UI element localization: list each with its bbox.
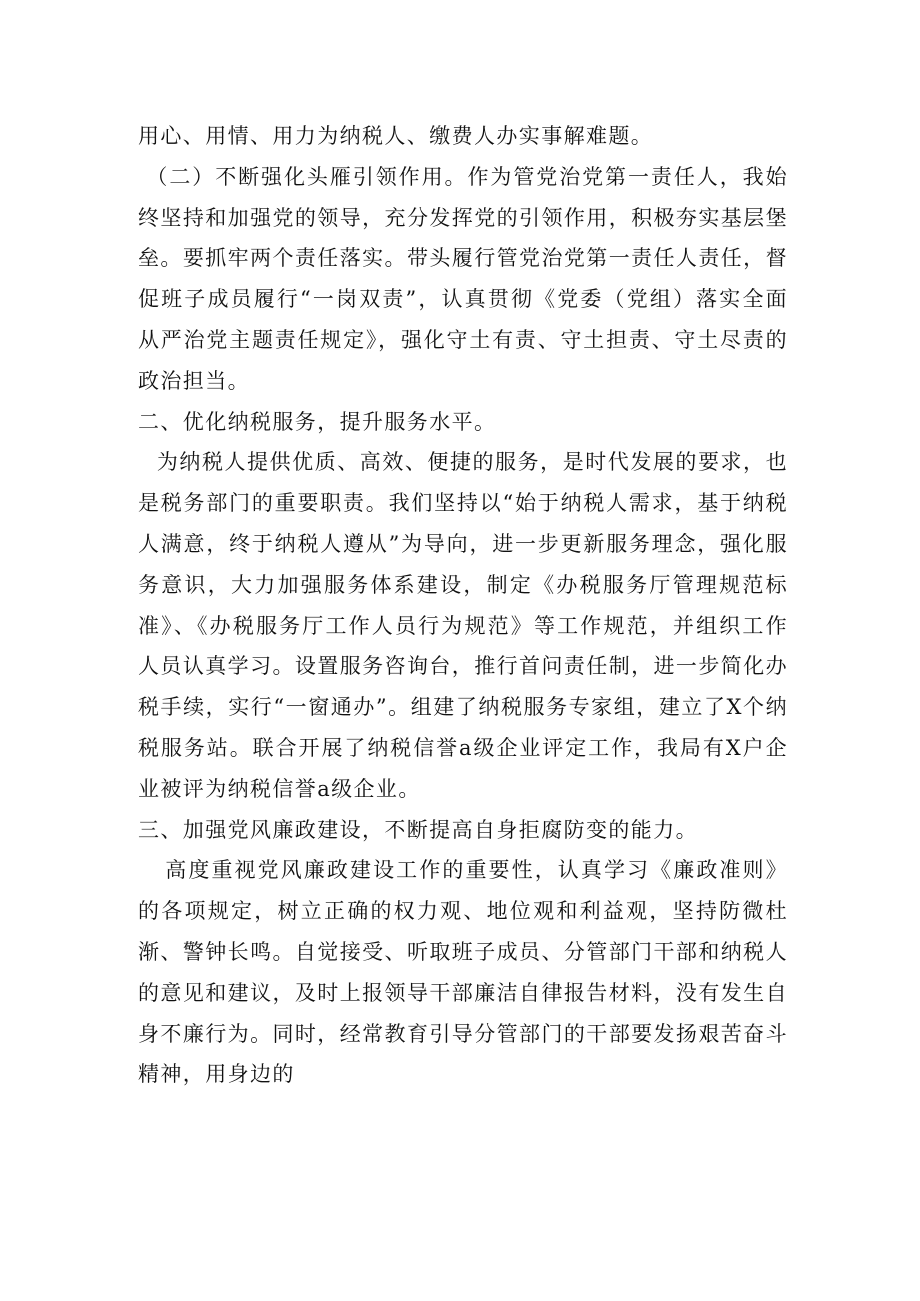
document-body: [138, 116, 788, 1095]
heading-section-2: 二、优化纳税服务，提升服务水平。: [138, 409, 497, 434]
paragraph-section-2-2: （二）不断强化头雁引领作用。作为管党治党第一责任人，我始终坚持和加强党的领导，充分发挥党的引领作用，积极夯实基层堡垒。要抓牢两个责任落实。带头履行管党治党第一责任人责任，督促班子成员履行“一岗双责”，认真贯彻《党委（党组）落实全面从严治党主题责任规定》，强化守土有责、守土担责、守土尽责的政治担当。: [138, 164, 788, 393]
paragraph-integrity: 高度重视党风廉政建设工作的重要性，认真学习《廉政准则》的各项规定，树立正确的权力观、地位观和利益观，坚持防微杜渐、警钟长鸣。自觉接受、听取班子成员、分管部门干部和纳税人的意见和建议，及时上报领导干部廉洁自律报告材料，没有发生自身不廉行为。同时，经常教育引导分管部门的干部要发扬艰苦奋斗精神，用身边的: [138, 858, 788, 1087]
paragraph-tax-service: 为纳税人提供优质、高效、便捷的服务，是时代发展的要求，也是税务部门的重要职责。我们坚持以“始于纳税人需求，基于纳税人满意，终于纳税人遵从”为导向，进一步更新服务理念，强化服务意识，大力加强服务体系建设，制定《办税服务厅管理规范标准》、《办税服务厅工作人员行为规范》等工作规范，并组织工作人员认真学习。设置服务咨询台，推行首问责任制，进一步简化办税手续，实行“一窗通办”。组建了纳税服务专家组，建立了X个纳税服务站。联合开展了纳税信誉a级企业评定工作，我局有X户企业被评为纳税信誉a级企业。: [138, 450, 788, 801]
heading-section-3: 三、加强党风廉政建设，不断提高自身拒腐防变的能力。: [138, 817, 698, 842]
paragraph-continuation: 用心、用情、用力为纳税人、缴费人办实事解难题。: [138, 124, 654, 148]
